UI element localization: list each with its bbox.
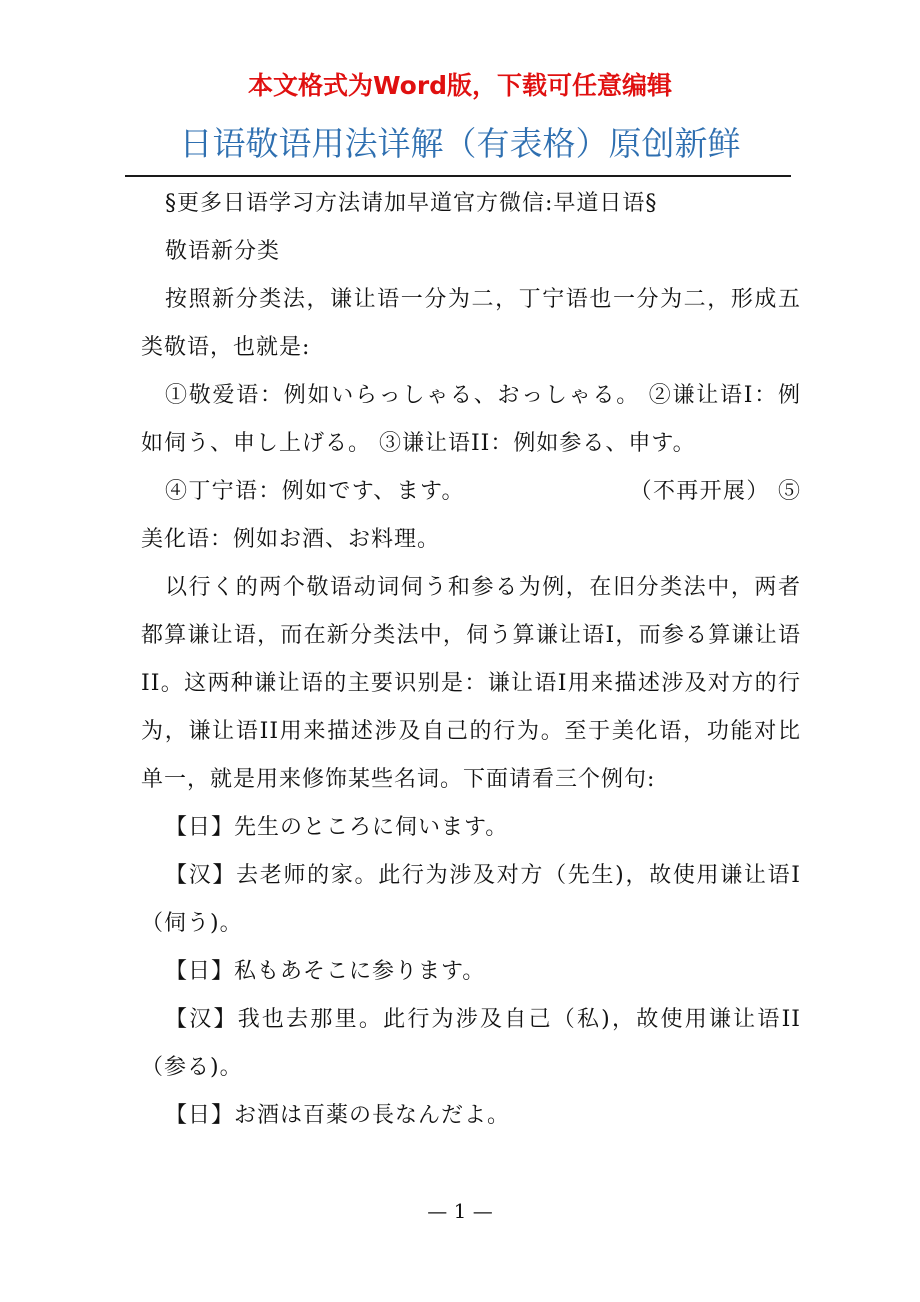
title-divider — [125, 175, 791, 177]
document-title: 日语敬语用法详解（有表格）原创新鲜 — [179, 124, 741, 163]
example-chinese: 【汉】去老师的家。此行为涉及对方（先生)，故使用谦让语I（伺う)。 — [141, 863, 801, 936]
paragraph: 以行く的两个敬语动词伺う和参る为例，在旧分类法中，两者都算谦让语，而在新分类法中，伺う算谦让语I，而参る算谦让语II。这两种谦让语的主要识别是：谦让语I用来描述涉及对方的行为，谦让语II用来描述涉及自己的行为。至于美化语，功能对比单一，就是用来修饰某些名词。下面请看三个例句: — [141, 575, 801, 792]
example-japanese: 【日】お酒は百薬の長なんだよ。 — [165, 1103, 511, 1128]
paragraph: ①敬爱语：例如いらっしゃる、おっしゃる。 ②谦让语I：例如伺う、申し上げる。 ③谦让语II：例如参る、申す。 — [141, 383, 801, 456]
paragraph: ④丁宁语：例如です、ます。 （不再开展） ⑤美化语：例如お酒、お料理。 — [141, 479, 801, 552]
paragraph: 按照新分类法，谦让语一分为二，丁宁语也一分为二，形成五类敬语，也就是: — [141, 287, 801, 360]
document-body — [141, 180, 801, 1140]
section-heading: 敬语新分类 — [165, 239, 281, 264]
example-japanese: 【日】私もあそこに参ります。 — [165, 959, 486, 984]
wechat-promo-line: §更多日语学习方法请加早道官方微信:早道日语§ — [165, 191, 658, 216]
example-japanese: 【日】先生のところに伺います。 — [165, 815, 509, 840]
page-number: — 1 — — [427, 1199, 493, 1223]
example-chinese: 【汉】我也去那里。此行为涉及自己（私)，故使用谦让语II（参る)。 — [141, 1007, 801, 1080]
format-notice: 本文格式为Word版，下载可任意编辑 — [247, 71, 673, 100]
